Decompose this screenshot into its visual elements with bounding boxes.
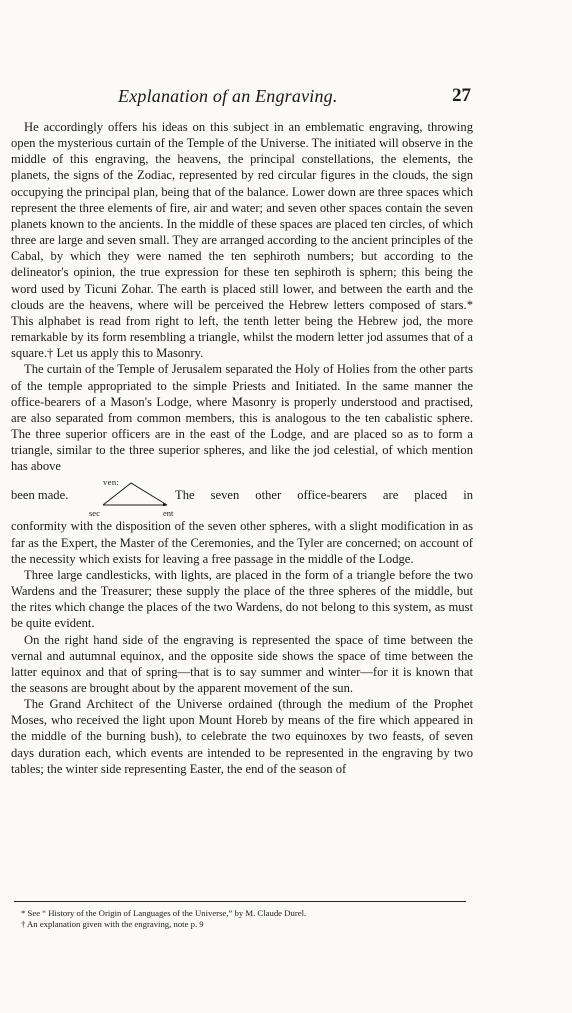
paragraph: The curtain of the Temple of Jerusalem separated the Holy of Holies from the other parts of the temple appropriated to the simple Priests and Initiated. In the same manner the office-bearers of a Mason's Lodge, where Masonry is properly understood and practised, are also separated from common members, this is analogous to the ten cabalistic sphere. The three superior officers are in the east of the Lodge, and are placed so as to form a triangle, similar to the three superior spheres, and like the jod celestial, of which mention has above bbox=[11, 362, 473, 474]
footnote: † An explanation given with the engraving, note p. 9 bbox=[21, 919, 204, 929]
figure-label-right: ent bbox=[163, 508, 174, 519]
paragraph: Three large candlesticks, with lights, are placed in the form of a triangle before the two Wardens and the Treasurer; these supply the place of the three spheres of the middle, but the rites which change the places of the two Wardens, do not belong to this system, as must be quite evident. bbox=[11, 567, 473, 631]
footnotes bbox=[21, 908, 473, 930]
paragraph: He accordingly offers his ideas on this subject in an emblematic engraving, throwing open the mysterious curtain of the Temple of the Universe. The initiated will observe in the middle of this engraving, the heavens, the principal constellations, the elements, the planets, the signs of the Zodiac, represented by red circular figures in the clouds, the sign occupying the principal plan, being that of the balance. Lower down are three spaces which represent the three elements of fire, air and water; and seven other spaces contain the seven planets known to the ancients. In the middle of these spaces are placed ten circles, of which three are large and seven small. They are arranged according to the ancient principles of the Cabal, by which they were named the ten sephiroth numbers; but according to the delineator's opinion, the true expression for these ten sephiroth is sphern; this being the word used by Ticuni Zohar. The earth is placed still lower, and between the earth and the clouds are the heavens, where will be perceived the Hebrew letters composed of stars.* This alphabet is read from right to left, the tenth letter being the Hebrew jod, the more remarkable by its form resembling a triangle, whilst the modern letter jod assumes that of a square.† Let us apply this to Masonry. bbox=[11, 120, 473, 361]
figure-label-left: sec bbox=[89, 508, 100, 519]
figure-text-before: been made. bbox=[11, 488, 69, 503]
figure-text-after: The seven other office-bearers are placed in bbox=[175, 488, 473, 503]
page-number: 27 bbox=[452, 85, 471, 106]
footnote-rule bbox=[14, 901, 466, 902]
paragraph: conformity with the disposition of the seven other spheres, with a slight modification in as far as the Expert, the Master of the Ceremonies, and the Tyler are concerned; on account of the necessity which exists for leaving a free passage in the middle of the Lodge. bbox=[11, 519, 473, 566]
triangle-diagram bbox=[101, 482, 171, 506]
page-header bbox=[0, 86, 572, 108]
body-text bbox=[11, 119, 473, 777]
paragraph: The Grand Architect of the Universe ordained (through the medium of the Prophet Moses, who received the light upon Mount Horeb by means of the fire which appeared in the middle of the burning bush), to celebrate the two equinoxes by two feasts, of seven days duration each, which events are intended to be represented in the engraving by two tables; the winter side representing Easter, the end of the season of bbox=[11, 697, 473, 776]
paragraph: On the right hand side of the engraving is represented the space of time between the vernal and autumnal equinox, and the opposite side shows the space of time between the latter equinox and that of spring—that is to say summer and winter—for it is known that the seasons are brought about by the apparent movement of the sun. bbox=[11, 632, 473, 695]
triangle-figure-line bbox=[11, 474, 473, 518]
running-title: Explanation of an Engraving. bbox=[118, 86, 338, 106]
figure-label-top: ven: bbox=[103, 477, 120, 488]
footnote: * See “ History of the Origin of Languages of the Universe,” by M. Claude Durel. bbox=[21, 908, 307, 918]
